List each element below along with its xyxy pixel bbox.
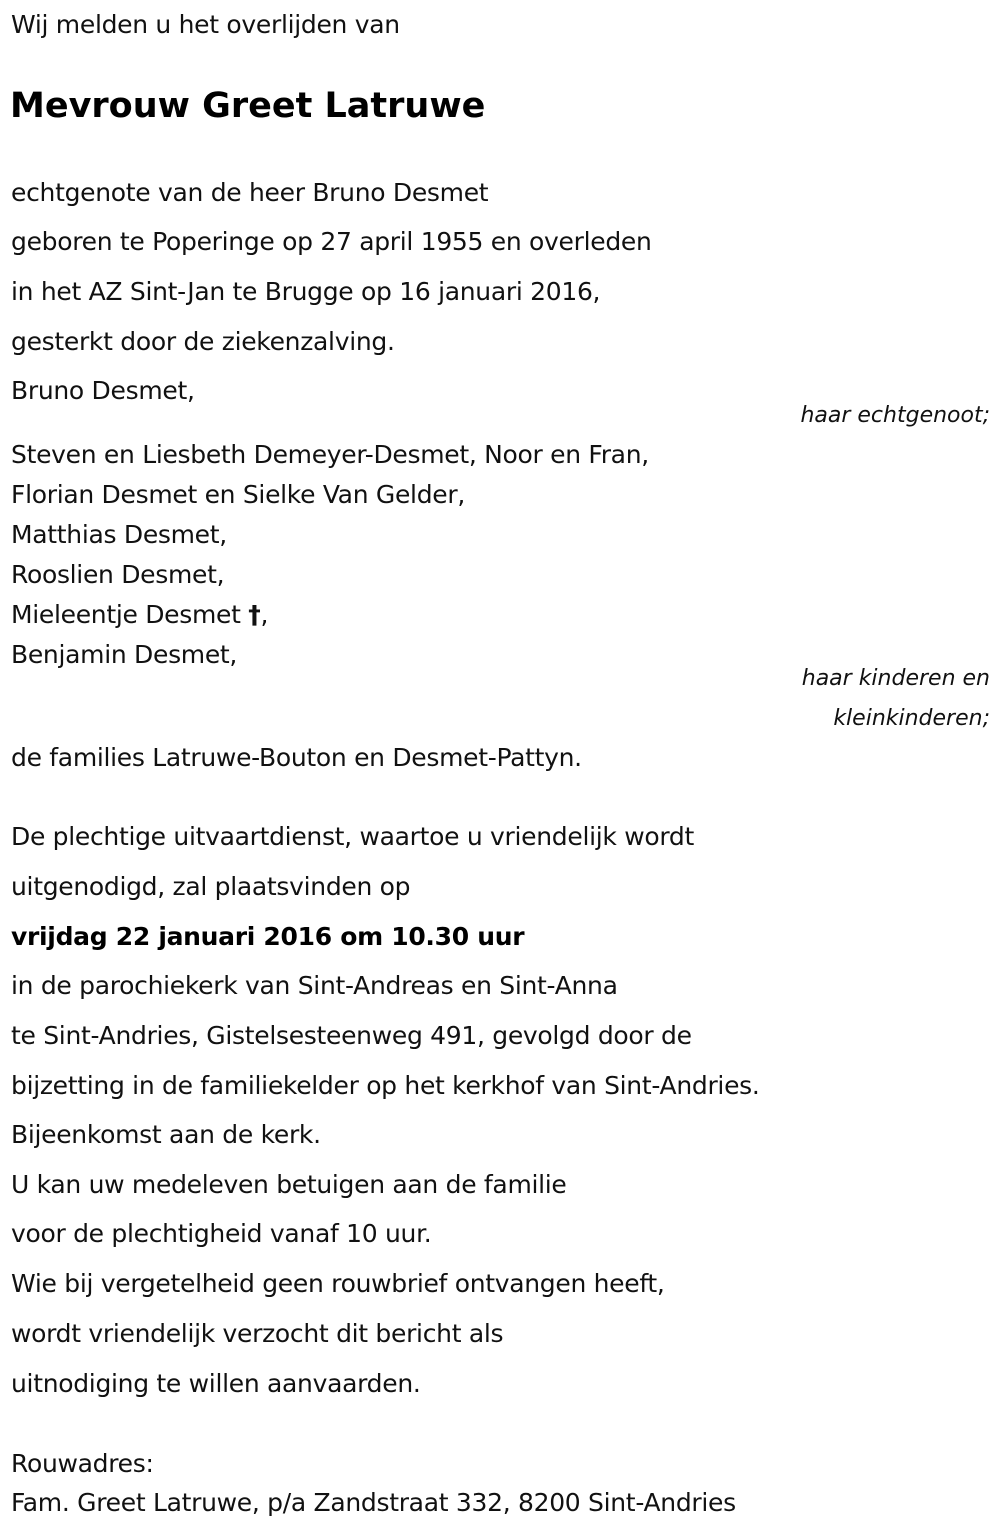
detail-death-line: in het AZ Sint-Jan te Brugge op 16 januari 2016, — [11, 277, 601, 306]
spouse-role: haar echtgenoot; — [800, 403, 990, 428]
child-line: Rooslien Desmet, — [11, 560, 225, 589]
service-line: uitnodiging te willen aanvaarden. — [11, 1369, 421, 1398]
child-name: Mieleentje Desmet — [11, 600, 241, 629]
children-role-line2: kleinkinderen; — [833, 706, 990, 731]
service-line: voor de plechtigheid vanaf 10 uur. — [11, 1219, 432, 1248]
child-line-deceased — [11, 600, 268, 630]
detail-sacrament-line: gesterkt door de ziekenzalving. — [11, 327, 395, 356]
service-line: te Sint-Andries, Gistelsesteenweg 491, gevolgd door de — [11, 1021, 692, 1050]
service-line: De plechtige uitvaartdienst, waartoe u vriendelijk wordt — [11, 822, 694, 851]
service-datetime: vrijdag 22 januari 2016 om 10.30 uur — [11, 922, 525, 951]
address-label: Rouwadres: — [11, 1449, 154, 1478]
service-line: bijzetting in de familiekelder op het kerkhof van Sint-Andries. — [11, 1071, 760, 1100]
children-role-line1: haar kinderen en — [801, 666, 990, 691]
cross-icon: † — [248, 600, 261, 629]
child-line: Benjamin Desmet, — [11, 640, 238, 669]
intro-text: Wij melden u het overlijden van — [11, 10, 400, 39]
child-line: Steven en Liesbeth Demeyer-Desmet, Noor en Fran, — [11, 440, 649, 469]
service-line: uitgenodigd, zal plaatsvinden op — [11, 872, 411, 901]
comma: , — [260, 600, 269, 629]
address-value: Fam. Greet Latruwe, p/a Zandstraat 332, 8200 Sint-Andries — [11, 1488, 736, 1517]
service-line: Wie bij vergetelheid geen rouwbrief ontvangen heeft, — [11, 1269, 665, 1298]
service-line: U kan uw medeleven betuigen aan de familie — [11, 1170, 567, 1199]
deceased-name-heading: Mevrouw Greet Latruwe — [10, 86, 486, 126]
detail-spouse-line: echtgenote van de heer Bruno Desmet — [11, 178, 489, 207]
detail-birth-line: geboren te Poperinge op 27 april 1955 en overleden — [11, 227, 652, 256]
service-line: in de parochiekerk van Sint-Andreas en Sint-Anna — [11, 971, 618, 1000]
spouse-name: Bruno Desmet, — [11, 376, 195, 405]
families-line: de families Latruwe-Bouton en Desmet-Pattyn. — [11, 743, 582, 772]
child-line: Florian Desmet en Sielke Van Gelder, — [11, 480, 465, 509]
child-line: Matthias Desmet, — [11, 520, 227, 549]
service-line: wordt vriendelijk verzocht dit bericht als — [11, 1319, 504, 1348]
service-line: Bijeenkomst aan de kerk. — [11, 1120, 321, 1149]
